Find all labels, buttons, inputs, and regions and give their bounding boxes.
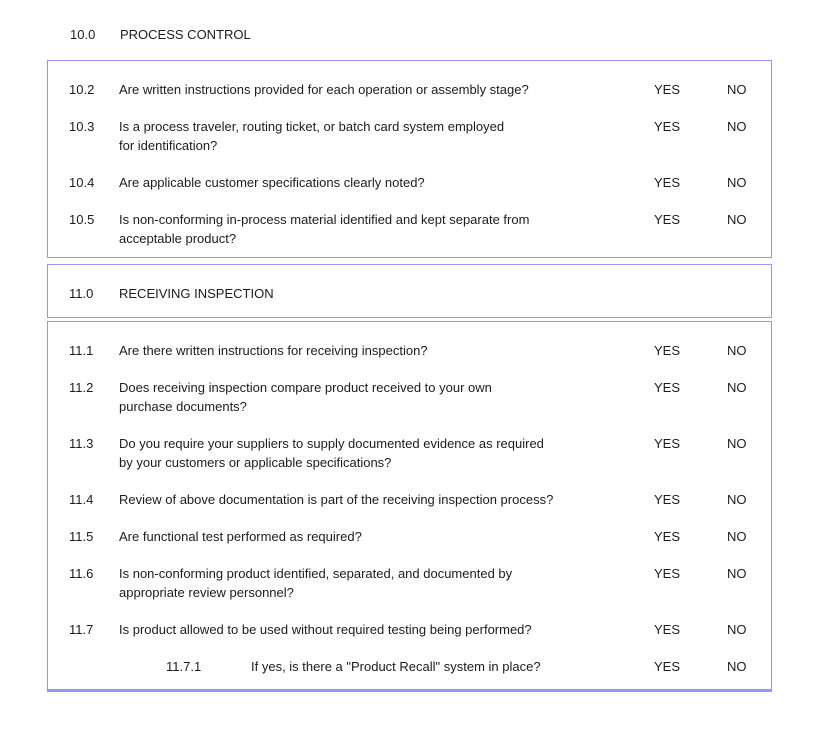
checklist-row-10-2 bbox=[48, 80, 771, 99]
checklist-row-11-6 bbox=[48, 564, 771, 602]
yes-option[interactable]: YES bbox=[654, 492, 681, 507]
question-line-1: Are functional test performed as required? bbox=[119, 529, 362, 544]
question-line-2: for identification? bbox=[119, 138, 218, 153]
yes-option[interactable]: YES bbox=[654, 343, 681, 358]
question-line-1: Is non-conforming product identified, separated, and documented by bbox=[119, 566, 513, 581]
item-question bbox=[119, 620, 589, 639]
checklist-row-11-4 bbox=[48, 490, 771, 509]
yes-option[interactable]: YES bbox=[654, 622, 681, 637]
question-line-1: Is product allowed to be used without required testing being performed? bbox=[119, 622, 532, 637]
item-number: 10.3 bbox=[69, 119, 95, 134]
item-question bbox=[119, 173, 589, 192]
question-line-2: by your customers or applicable specifications? bbox=[119, 455, 392, 470]
item-question bbox=[119, 341, 589, 360]
question-line-2: acceptable product? bbox=[119, 231, 237, 246]
yes-option[interactable]: YES bbox=[654, 566, 681, 581]
receiving-inspection-heading-box bbox=[47, 264, 772, 318]
item-number: 11.4 bbox=[69, 492, 94, 507]
item-number: 10.4 bbox=[69, 175, 95, 190]
item-number: 11.1 bbox=[69, 343, 94, 358]
item-number: 11.2 bbox=[69, 380, 94, 395]
item-question bbox=[119, 210, 589, 248]
no-option[interactable]: NO bbox=[727, 212, 747, 227]
no-option[interactable]: NO bbox=[727, 343, 747, 358]
checklist-row-11-7 bbox=[48, 620, 771, 639]
no-option[interactable]: NO bbox=[727, 119, 747, 134]
checklist-row-10-5 bbox=[48, 210, 771, 248]
no-option[interactable]: NO bbox=[727, 566, 747, 581]
section-number: 11.0 bbox=[69, 286, 94, 301]
receiving-inspection-box bbox=[47, 321, 772, 692]
item-number: 11.7.1 bbox=[166, 659, 202, 674]
no-option[interactable]: NO bbox=[727, 529, 747, 544]
yes-option[interactable]: YES bbox=[654, 175, 681, 190]
yes-option[interactable]: YES bbox=[654, 380, 681, 395]
question-line-2: purchase documents? bbox=[119, 399, 247, 414]
question-line-1: Review of above documentation is part of the receiving inspection process? bbox=[119, 492, 554, 507]
item-number: 11.3 bbox=[69, 436, 94, 451]
question-line-1: Are there written instructions for receiving inspection? bbox=[119, 343, 428, 358]
no-option[interactable]: NO bbox=[727, 82, 747, 97]
item-question bbox=[119, 564, 589, 602]
section-heading-10 bbox=[0, 25, 819, 44]
yes-option[interactable]: YES bbox=[654, 119, 681, 134]
item-number: 11.5 bbox=[69, 529, 94, 544]
yes-option[interactable]: YES bbox=[654, 436, 681, 451]
yes-option[interactable]: YES bbox=[654, 212, 681, 227]
checklist-row-11-3 bbox=[48, 434, 771, 472]
no-option[interactable]: NO bbox=[727, 659, 747, 674]
section-title: PROCESS CONTROL bbox=[120, 27, 251, 42]
process-control-box bbox=[47, 60, 772, 258]
no-option[interactable]: NO bbox=[727, 436, 747, 451]
checklist-row-10-3 bbox=[48, 117, 771, 155]
item-question bbox=[119, 490, 589, 509]
item-number: 10.2 bbox=[69, 82, 95, 97]
item-question bbox=[119, 80, 589, 99]
item-question bbox=[119, 378, 589, 416]
checklist-row-11-1 bbox=[48, 341, 771, 360]
item-question bbox=[251, 657, 721, 676]
item-question bbox=[119, 527, 589, 546]
item-question bbox=[119, 434, 589, 472]
no-option[interactable]: NO bbox=[727, 622, 747, 637]
yes-option[interactable]: YES bbox=[654, 529, 681, 544]
no-option[interactable]: NO bbox=[727, 175, 747, 190]
question-line-2: appropriate review personnel? bbox=[119, 585, 294, 600]
question-line-1: Is a process traveler, routing ticket, or batch card system employed bbox=[119, 119, 505, 134]
checklist-row-11-2 bbox=[48, 378, 771, 416]
section-title: RECEIVING INSPECTION bbox=[119, 286, 274, 301]
question-line-1: Do you require your suppliers to supply documented evidence as required bbox=[119, 436, 544, 451]
item-number: 11.7 bbox=[69, 622, 94, 637]
question-line-1: Does receiving inspection compare product received to your own bbox=[119, 380, 492, 395]
item-question bbox=[119, 117, 589, 155]
yes-option[interactable]: YES bbox=[654, 82, 681, 97]
yes-option[interactable]: YES bbox=[654, 659, 681, 674]
no-option[interactable]: NO bbox=[727, 492, 747, 507]
section-heading-11 bbox=[48, 284, 771, 303]
checklist-row-11-5 bbox=[48, 527, 771, 546]
checklist-row-10-4 bbox=[48, 173, 771, 192]
item-number: 11.6 bbox=[69, 566, 94, 581]
question-line-1: Are applicable customer specifications clearly noted? bbox=[119, 175, 425, 190]
item-number: 10.5 bbox=[69, 212, 95, 227]
no-option[interactable]: NO bbox=[727, 380, 747, 395]
question-line-1: If yes, is there a "Product Recall" system in place? bbox=[251, 659, 541, 674]
checklist-row-11-7-1 bbox=[48, 657, 771, 676]
question-line-1: Are written instructions provided for each operation or assembly stage? bbox=[119, 82, 529, 97]
section-number: 10.0 bbox=[70, 27, 96, 42]
question-line-1: Is non-conforming in-process material identified and kept separate from bbox=[119, 212, 530, 227]
